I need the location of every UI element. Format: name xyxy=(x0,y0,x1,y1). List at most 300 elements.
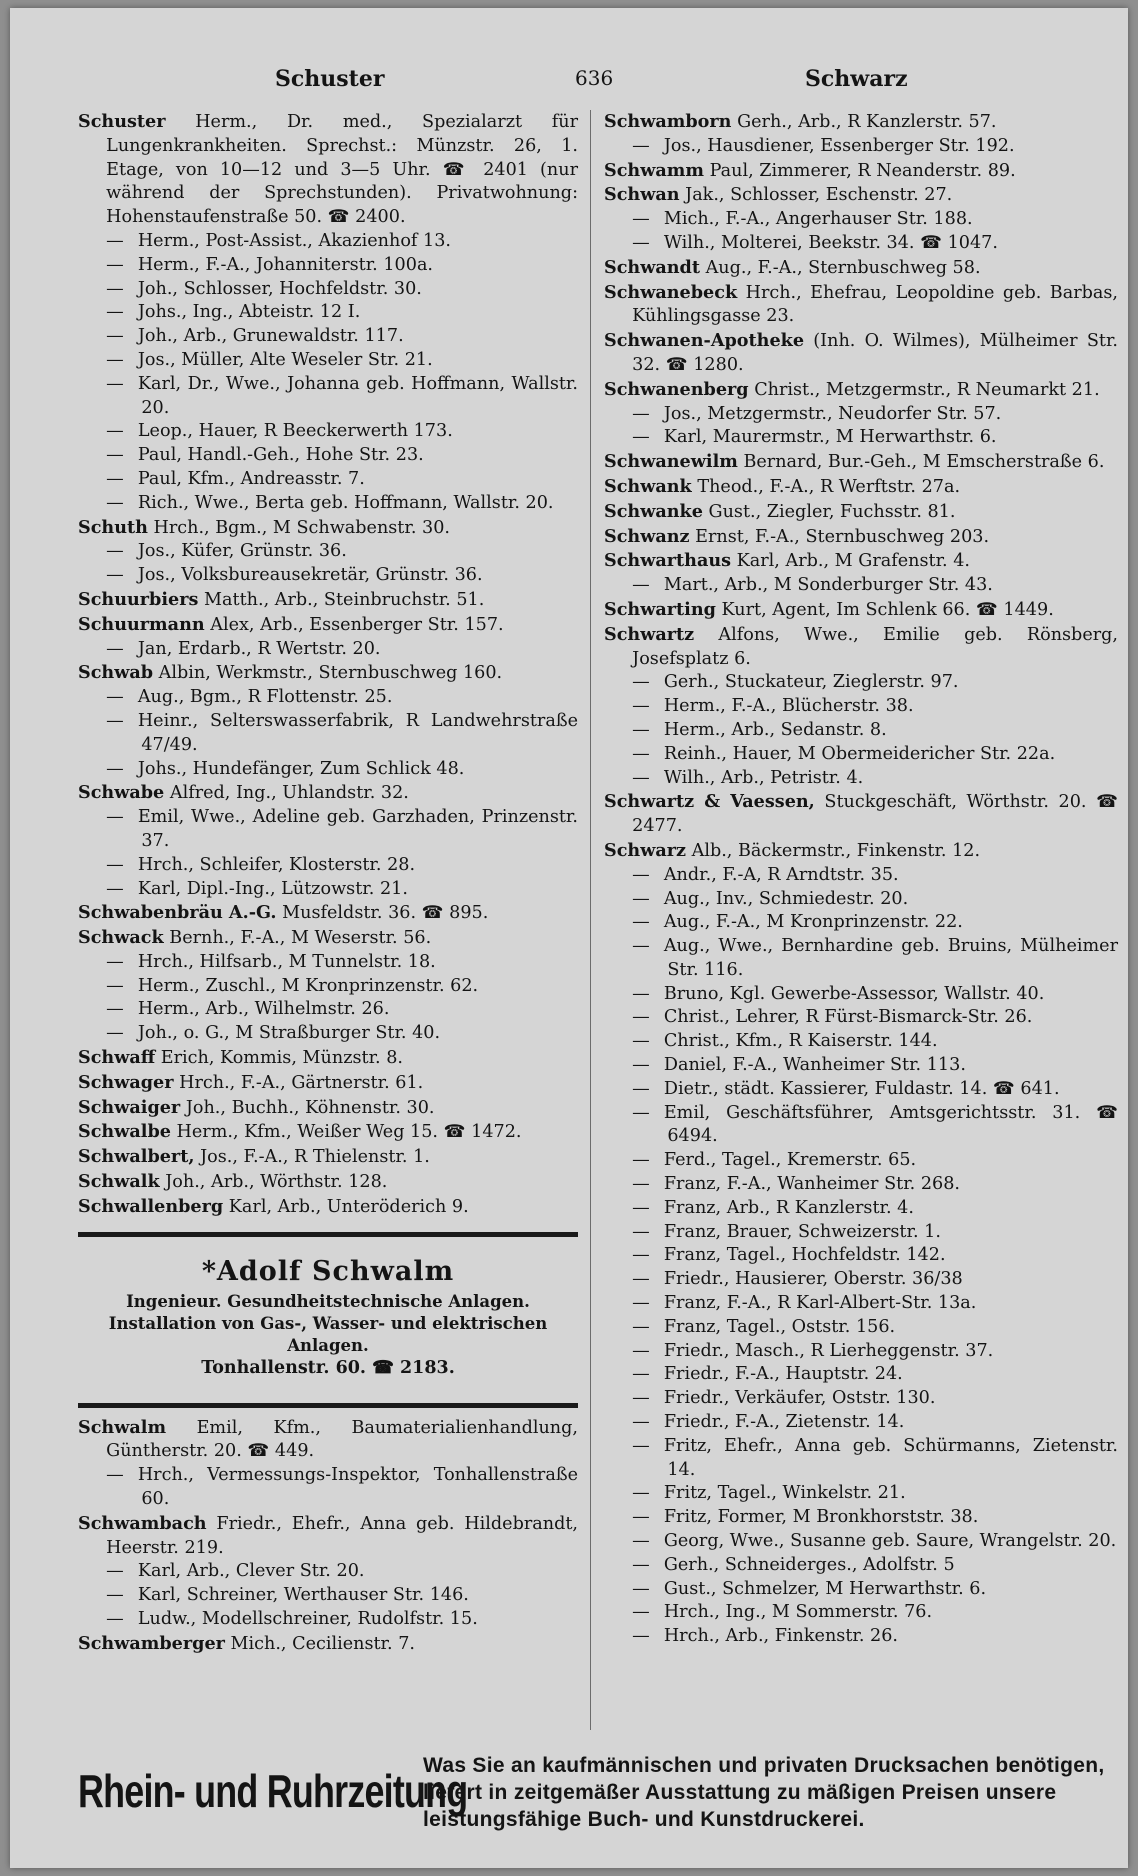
continuation-dash: — xyxy=(106,230,124,251)
entry-details: Fritz, Former, M Bronkhorststr. 38. xyxy=(663,1507,979,1528)
directory-entry xyxy=(604,1482,1118,1506)
directory-entry xyxy=(78,349,578,373)
column-divider xyxy=(590,110,591,1730)
directory-entry xyxy=(604,1244,1118,1268)
directory-entry xyxy=(604,1411,1118,1435)
entry-surname: Schwabenbräu A.-G. xyxy=(78,902,277,924)
entry-surname: Schwanebeck xyxy=(604,281,738,303)
continuation-dash: — xyxy=(106,687,124,708)
directory-entry xyxy=(78,1195,578,1220)
header-left-keyword: Schuster xyxy=(275,66,385,92)
entry-details: Friedr., F.-A., Hauptstr. 24. xyxy=(663,1364,903,1385)
directory-entry xyxy=(604,574,1118,598)
entry-details: Herm., F.-A., Johanniterstr. 100a. xyxy=(137,254,434,275)
directory-entry xyxy=(604,790,1118,839)
entry-details: Matth., Arb., Steinbruchstr. 51. xyxy=(204,589,485,610)
entry-surname: Schwamm xyxy=(604,159,704,181)
entry-details: (Inh. O. Wilmes), Mülheimer Str. 32. ☎ 1280. xyxy=(632,331,1119,375)
directory-entry xyxy=(604,232,1118,256)
entry-details: Bruno, Kgl. Gewerbe-Assessor, Wallstr. 40. xyxy=(663,983,1045,1004)
directory-entry xyxy=(604,767,1118,791)
continuation-dash: — xyxy=(106,492,124,513)
directory-entry xyxy=(604,695,1118,719)
entry-details: Jos., Hausdiener, Essenberger Str. 192. xyxy=(663,135,1015,156)
entry-surname: Schuurmann xyxy=(78,613,205,635)
continuation-dash: — xyxy=(632,1245,650,1266)
continuation-dash: — xyxy=(106,541,124,562)
entry-details: Herm., F.-A., Blücherstr. 38. xyxy=(663,696,914,717)
continuation-dash: — xyxy=(632,1507,650,1528)
continuation-dash: — xyxy=(106,975,124,996)
directory-entry xyxy=(604,1435,1118,1483)
directory-entry xyxy=(78,492,578,516)
directory-entry xyxy=(78,588,578,613)
entry-details: Fritz, Ehefr., Anna geb. Schürmanns, Zietenstr. 14. xyxy=(663,1435,1118,1480)
entry-surname: Schwanen-Apotheke xyxy=(604,330,805,352)
entry-details: Hrch., Hilfsarb., M Tunnelstr. 18. xyxy=(137,951,436,972)
directory-entry xyxy=(604,888,1118,912)
entry-details: Gerh., Schneiderges., Adolfstr. 5 xyxy=(663,1554,955,1575)
continuation-dash: — xyxy=(632,1602,650,1623)
entry-details: Emil, Wwe., Adeline geb. Garzhaden, Prinzenstr. 37. xyxy=(137,807,578,851)
continuation-dash: — xyxy=(632,1626,650,1647)
entry-details: Ludw., Modellschreiner, Rudolfstr. 15. xyxy=(137,1609,478,1630)
entry-details: Aug., Inv., Schmiedestr. 20. xyxy=(663,888,909,909)
continuation-dash: — xyxy=(632,135,650,156)
entry-details: Franz, Tagel., Hochfeldstr. 142. xyxy=(663,1245,946,1266)
entry-details: Herm., Arb., Wilhelmstr. 26. xyxy=(137,999,390,1020)
continuation-dash: — xyxy=(632,1293,650,1314)
directory-entry xyxy=(604,1221,1118,1245)
directory-entry xyxy=(78,951,578,975)
entry-surname: Schwack xyxy=(78,927,164,949)
continuation-dash: — xyxy=(632,672,650,693)
directory-entry xyxy=(78,1608,578,1632)
directory-entry xyxy=(604,1102,1118,1150)
directory-entry xyxy=(78,1584,578,1608)
continuation-dash: — xyxy=(632,983,650,1004)
directory-entry xyxy=(78,1022,578,1046)
continuation-dash: — xyxy=(632,1055,650,1076)
entry-details: Mich., Cecilienstr. 7. xyxy=(230,1633,416,1654)
entry-details: Andr., F.-A, R Arndtstr. 35. xyxy=(663,864,899,885)
continuation-dash: — xyxy=(632,1078,650,1099)
entry-surname: Schwarting xyxy=(604,598,716,620)
entry-details: Hrch., Ing., M Sommerstr. 76. xyxy=(663,1602,933,1623)
entry-surname: Schwanke xyxy=(604,500,703,522)
entry-surname: Schwallenberg xyxy=(78,1195,224,1217)
directory-entry xyxy=(604,110,1118,135)
directory-entry xyxy=(78,1512,578,1561)
entry-details: Jos., Küfer, Grünstr. 36. xyxy=(137,541,347,562)
entry-details: Joh., o. G., M Straßburger Str. 40. xyxy=(137,1023,441,1044)
continuation-dash: — xyxy=(632,1483,650,1504)
entry-details: Leop., Hauer, R Beeckerwerth 173. xyxy=(137,421,453,442)
directory-entry xyxy=(604,1340,1118,1364)
directory-entry xyxy=(604,1387,1118,1411)
printing-slogan: Was Sie an kaufmännischen und privaten Drucksachen benötigen, liefert in zeitgemäßer Ausstattung zu mäßigen Preisen unsere leistungsfähige Buch- und Kunstdruckerei. xyxy=(423,1754,1105,1831)
entry-surname: Schwab xyxy=(78,662,154,684)
entry-details: Friedr., Masch., R Lierheggenstr. 37. xyxy=(663,1340,994,1361)
entry-surname: Schwartz & Vaessen, xyxy=(604,791,815,813)
entry-details: Aug., Bgm., R Flottenstr. 25. xyxy=(137,687,393,708)
continuation-dash: — xyxy=(106,421,124,442)
page-number: 636 xyxy=(575,66,614,90)
entry-surname: Schwalk xyxy=(78,1171,160,1193)
entry-details: Mart., Arb., M Sonderburger Str. 43. xyxy=(663,575,993,596)
continuation-dash: — xyxy=(106,1609,124,1630)
directory-entry xyxy=(604,1149,1118,1173)
entry-details: Rich., Wwe., Berta geb. Hoffmann, Wallstr. 20. xyxy=(137,492,554,513)
continuation-dash: — xyxy=(632,1364,650,1385)
entry-details: Johs., Ing., Abteistr. 12 I. xyxy=(137,302,361,323)
directory-entry xyxy=(78,1046,578,1071)
entry-details: Karl, Dipl.-Ing., Lützowstr. 21. xyxy=(137,878,408,899)
entry-details: Wilh., Arb., Petristr. 4. xyxy=(663,767,864,788)
ad-address: Tonhallenstr. 60. ☎ 2183. xyxy=(201,1357,455,1378)
entry-details: Franz, Arb., R Kanzlerstr. 4. xyxy=(663,1197,914,1218)
entry-details: Aug., Wwe., Bernhardine geb. Bruins, Mülheimer Str. 116. xyxy=(663,936,1118,980)
entry-surname: Schwarz xyxy=(604,839,687,861)
entry-details: Dietr., städt. Kassierer, Fuldastr. 14. ☎ 641. xyxy=(663,1078,1060,1099)
left-entries-before-ad xyxy=(78,110,578,1220)
directory-entry xyxy=(78,278,578,302)
entry-details: Karl, Dr., Wwe., Johanna geb. Hoffmann, Wallstr. 20. xyxy=(137,373,578,418)
entry-details: Christ., Metzgermstr., R Neumarkt 21. xyxy=(754,379,1100,400)
directory-entry xyxy=(78,638,578,662)
entry-details: Ernst, F.-A., Sternbuschweg 203. xyxy=(695,526,990,547)
continuation-dash: — xyxy=(632,1269,650,1290)
entry-details: Hrch., Bgm., M Schwabenstr. 30. xyxy=(153,517,451,538)
directory-entry xyxy=(604,935,1118,983)
directory-entry xyxy=(78,564,578,588)
entry-details: Alfred, Ing., Uhlandstr. 32. xyxy=(169,783,409,804)
footer-advertisement xyxy=(78,1748,1118,1848)
header-right-keyword: Schwarz xyxy=(805,66,908,92)
continuation-dash: — xyxy=(632,864,650,885)
continuation-dash: — xyxy=(106,1023,124,1044)
continuation-dash: — xyxy=(106,1561,124,1582)
entry-details: Alb., Bäckermstr., Finkenstr. 12. xyxy=(691,840,981,861)
directory-entry xyxy=(604,1530,1118,1554)
entry-details: Gust., Schmelzer, M Herwarthstr. 6. xyxy=(663,1578,987,1599)
entry-details: Emil, Kfm., Baumaterialienhandlung, Güntherstr. 20. ☎ 449. xyxy=(106,1417,578,1462)
entry-details: Paul, Handl.-Geh., Hohe Str. 23. xyxy=(137,445,424,466)
entry-details: Franz, Brauer, Schweizerstr. 1. xyxy=(663,1221,941,1242)
entry-details: Christ., Kfm., R Kaiserstr. 144. xyxy=(663,1031,938,1052)
directory-entry xyxy=(604,911,1118,935)
entry-surname: Schwabe xyxy=(78,782,165,804)
directory-entry xyxy=(604,549,1118,574)
entry-surname: Schwalbert, xyxy=(78,1146,195,1168)
directory-entry xyxy=(604,1006,1118,1030)
directory-entry xyxy=(78,110,578,230)
entry-surname: Schwager xyxy=(78,1071,174,1093)
continuation-dash: — xyxy=(106,326,124,347)
continuation-dash: — xyxy=(632,1102,650,1123)
entry-details: Christ., Lehrer, R Fürst-Bismarck-Str. 26. xyxy=(663,1007,1033,1028)
entry-details: Alfons, Wwe., Emilie geb. Rönsberg, Josefsplatz 6. xyxy=(632,624,1118,669)
entry-details: Herm., Arb., Sedanstr. 8. xyxy=(663,719,887,740)
entry-details: Hrch., Vermessungs-Inspektor, Tonhallenstraße 60. xyxy=(137,1465,578,1510)
entry-details: Karl, Arb., Unteröderich 9. xyxy=(228,1196,469,1217)
continuation-dash: — xyxy=(106,468,124,489)
left-column xyxy=(78,110,578,1657)
directory-entry xyxy=(78,661,578,686)
continuation-dash: — xyxy=(632,1150,650,1171)
directory-entry xyxy=(78,1170,578,1195)
directory-entry xyxy=(604,403,1118,427)
directory-entry xyxy=(604,208,1118,232)
directory-entry xyxy=(78,1071,578,1096)
entry-details: Gust., Ziegler, Fuchsstr. 81. xyxy=(708,501,956,522)
directory-entry xyxy=(604,281,1118,330)
directory-entry xyxy=(604,1173,1118,1197)
entry-details: Kurt, Agent, Im Schlenk 66. ☎ 1449. xyxy=(721,599,1054,620)
entry-details: Hrch., F.-A., Gärtnerstr. 61. xyxy=(179,1072,424,1093)
directory-entry xyxy=(78,420,578,444)
entry-details: Herm., Zuschl., M Kronprinzenstr. 62. xyxy=(137,975,479,996)
continuation-dash: — xyxy=(106,349,124,370)
continuation-dash: — xyxy=(106,278,124,299)
advertisement-schwalm xyxy=(78,1245,578,1391)
directory-entry xyxy=(604,1625,1118,1649)
entry-surname: Schuurbiers xyxy=(78,588,199,610)
directory-entry xyxy=(604,475,1118,500)
continuation-dash: — xyxy=(632,1412,650,1433)
entry-details: Reinh., Hauer, M Obermeidericher Str. 22a. xyxy=(663,743,1056,764)
directory-entry xyxy=(604,743,1118,767)
entry-surname: Schwanenberg xyxy=(604,378,749,400)
entry-surname: Schwalbe xyxy=(78,1121,171,1143)
directory-entry xyxy=(604,864,1118,888)
entry-details: Franz, F.-A., Wanheimer Str. 268. xyxy=(663,1174,961,1195)
continuation-dash: — xyxy=(632,232,650,253)
directory-entry xyxy=(604,329,1118,378)
directory-page xyxy=(10,8,1128,1868)
right-entries xyxy=(604,110,1118,1649)
entry-details: Joh., Schlosser, Hochfeldstr. 30. xyxy=(137,278,422,299)
directory-entry xyxy=(604,378,1118,403)
directory-entry xyxy=(604,1578,1118,1602)
continuation-dash: — xyxy=(106,758,124,779)
entry-details: Stuckgeschäft, Wörthstr. 20. ☎ 2477. xyxy=(632,792,1119,837)
continuation-dash: — xyxy=(632,1221,650,1242)
entry-details: Albin, Werkmstr., Sternbuschweg 160. xyxy=(158,663,503,684)
continuation-dash: — xyxy=(632,719,650,740)
entry-details: Paul, Zimmerer, R Neanderstr. 89. xyxy=(709,160,1016,181)
entry-details: Karl, Schreiner, Werthauser Str. 146. xyxy=(137,1585,469,1606)
entry-details: Alex, Arb., Essenberger Str. 157. xyxy=(210,614,504,635)
continuation-dash: — xyxy=(632,209,650,230)
directory-entry xyxy=(604,1197,1118,1221)
continuation-dash: — xyxy=(106,1465,124,1486)
continuation-dash: — xyxy=(106,999,124,1020)
directory-entry xyxy=(78,806,578,854)
directory-entry xyxy=(604,1292,1118,1316)
continuation-dash: — xyxy=(106,854,124,875)
entry-details: Joh., Buchh., Köhnenstr. 30. xyxy=(185,1097,435,1118)
continuation-dash: — xyxy=(106,254,124,275)
entry-surname: Schwanewilm xyxy=(604,451,738,473)
directory-entry xyxy=(604,671,1118,695)
entry-details: Mich., F.-A., Angerhauser Str. 188. xyxy=(663,209,973,230)
entry-details: Aug., F.-A., Sternbuschweg 58. xyxy=(705,257,981,278)
continuation-dash: — xyxy=(632,1031,650,1052)
directory-entry xyxy=(604,719,1118,743)
entry-details: Karl, Arb., M Grafenstr. 4. xyxy=(736,551,971,572)
continuation-dash: — xyxy=(632,1007,650,1028)
continuation-dash: — xyxy=(632,1340,650,1361)
entry-details: Emil, Geschäftsführer, Amtsgerichtsstr. 31. ☎ 6494. xyxy=(663,1102,1118,1147)
entry-details: Theod., F.-A., R Werftstr. 27a. xyxy=(697,476,961,497)
directory-entry xyxy=(78,926,578,951)
directory-entry xyxy=(604,525,1118,550)
directory-entry xyxy=(604,1363,1118,1387)
entry-details: Herm., Post-Assist., Akazienhof 13. xyxy=(137,230,452,251)
entry-details: Hrch., Arb., Finkenstr. 26. xyxy=(663,1626,899,1647)
directory-entry xyxy=(78,301,578,325)
entry-details: Franz, F.-A., R Karl-Albert-Str. 13a. xyxy=(663,1293,977,1314)
right-column xyxy=(604,110,1118,1649)
entry-details: Jan, Erdarb., R Wertstr. 20. xyxy=(137,638,381,659)
entry-details: Friedr., Hausierer, Oberstr. 36/38 xyxy=(663,1269,963,1290)
entry-details: Heinr., Selterswasserfabrik, R Landwehrstraße 47/49. xyxy=(137,710,578,755)
directory-entry xyxy=(604,1601,1118,1625)
entry-details: Bernard, Bur.-Geh., M Emscherstraße 6. xyxy=(743,452,1105,473)
directory-entry xyxy=(604,1030,1118,1054)
entry-details: Ferd., Tagel., Kremerstr. 65. xyxy=(663,1150,917,1171)
directory-entry xyxy=(78,613,578,638)
continuation-dash: — xyxy=(106,373,124,394)
directory-entry xyxy=(78,540,578,564)
directory-entry xyxy=(604,1316,1118,1340)
continuation-dash: — xyxy=(632,1435,650,1456)
directory-entry xyxy=(78,468,578,492)
entry-surname: Schwalm xyxy=(78,1416,167,1438)
directory-entry xyxy=(78,1416,578,1465)
entry-surname: Schuth xyxy=(78,516,148,538)
directory-entry xyxy=(78,444,578,468)
entry-surname: Schwamberger xyxy=(78,1632,225,1654)
entry-surname: Schwambach xyxy=(78,1512,207,1534)
continuation-dash: — xyxy=(106,302,124,323)
ad-top-rule xyxy=(78,1232,578,1237)
entry-details: Herm., Dr. med., Spezialarzt für Lungenkrankheiten. Sprechst.: Münzstr. 26, 1. Etage, von 10—12 und 3—5 Uhr. ☎ 2401 (nur während der Sprechstunden). Privatwohnung: Hohenstaufenstraße 50. ☎ 2400. xyxy=(106,112,578,228)
entry-details: Musfeldstr. 36. ☎ 895. xyxy=(282,903,489,924)
entry-details: Fritz, Tagel., Winkelstr. 21. xyxy=(663,1483,906,1504)
directory-entry xyxy=(604,1268,1118,1292)
newspaper-brand: Rhein- und Ruhrzeitung xyxy=(78,1765,468,1817)
directory-entry xyxy=(604,983,1118,1007)
entry-details: Friedr., Verkäufer, Oststr. 130. xyxy=(663,1388,936,1409)
entry-surname: Schwartz xyxy=(604,623,695,645)
directory-entry xyxy=(604,1054,1118,1078)
entry-details: Gerh., Arb., R Kanzlerstr. 57. xyxy=(737,112,997,132)
directory-entry xyxy=(604,450,1118,475)
entry-details: Hrch., Ehefrau, Leopoldine geb. Barbas, Kühlingsgasse 23. xyxy=(632,282,1119,327)
entry-surname: Schwanz xyxy=(604,525,690,547)
entry-details: Franz, Tagel., Oststr. 156. xyxy=(663,1316,896,1337)
entry-surname: Schwarthaus xyxy=(604,550,732,572)
continuation-dash: — xyxy=(632,767,650,788)
entry-details: Johs., Hundefänger, Zum Schlick 48. xyxy=(137,758,465,779)
entry-details: Jak., Schlosser, Eschenstr. 27. xyxy=(685,185,953,206)
continuation-dash: — xyxy=(632,403,650,424)
entry-surname: Schwaiger xyxy=(78,1096,181,1118)
directory-entry xyxy=(78,854,578,878)
continuation-dash: — xyxy=(632,1388,650,1409)
continuation-dash: — xyxy=(632,888,650,909)
directory-entry xyxy=(604,426,1118,450)
directory-entry xyxy=(78,1145,578,1170)
directory-entry xyxy=(604,623,1118,672)
directory-entry xyxy=(604,135,1118,159)
directory-entry xyxy=(604,159,1118,184)
directory-entry xyxy=(604,183,1118,208)
directory-entry xyxy=(78,254,578,278)
directory-entry xyxy=(78,1464,578,1512)
continuation-dash: — xyxy=(632,912,650,933)
entry-surname: Schwaff xyxy=(78,1047,156,1069)
entry-details: Friedr., Ehefr., Anna geb. Hildebrandt, Heerstr. 219. xyxy=(106,1513,579,1558)
directory-entry xyxy=(604,256,1118,281)
entry-details: Joh., Arb., Wörthstr. 128. xyxy=(165,1172,388,1193)
entry-details: Jos., Müller, Alte Weseler Str. 21. xyxy=(137,349,433,370)
continuation-dash: — xyxy=(632,696,650,717)
continuation-dash: — xyxy=(632,743,650,764)
ad-title: *Adolf Schwalm xyxy=(201,1255,455,1287)
entry-details: Joh., Arb., Grunewaldstr. 117. xyxy=(137,326,404,347)
entry-surname: Schwank xyxy=(604,475,692,497)
directory-entry xyxy=(78,1120,578,1145)
directory-entry xyxy=(78,686,578,710)
directory-entry xyxy=(78,758,578,782)
continuation-dash: — xyxy=(106,807,124,828)
entry-surname: Schwamborn xyxy=(604,111,732,132)
continuation-dash: — xyxy=(632,1531,650,1552)
directory-entry xyxy=(78,325,578,349)
directory-entry xyxy=(604,1078,1118,1102)
directory-entry xyxy=(604,839,1118,864)
continuation-dash: — xyxy=(632,1174,650,1195)
directory-entry xyxy=(604,1554,1118,1578)
entry-details: Gerh., Stuckateur, Zieglerstr. 97. xyxy=(663,672,959,693)
entry-surname: Schuster xyxy=(78,111,166,132)
continuation-dash: — xyxy=(106,445,124,466)
continuation-dash: — xyxy=(632,1197,650,1218)
directory-entry xyxy=(78,1632,578,1657)
directory-entry xyxy=(78,781,578,806)
entry-details: Karl, Maurermstr., M Herwarthstr. 6. xyxy=(663,427,997,448)
entry-details: Herm., Kfm., Weißer Weg 15. ☎ 1472. xyxy=(176,1122,522,1143)
directory-entry xyxy=(78,998,578,1022)
entry-details: Karl, Arb., Clever Str. 20. xyxy=(137,1561,365,1582)
continuation-dash: — xyxy=(106,1585,124,1606)
continuation-dash: — xyxy=(106,878,124,899)
continuation-dash: — xyxy=(632,575,650,596)
directory-entry xyxy=(78,1096,578,1121)
directory-entry xyxy=(604,598,1118,623)
directory-entry xyxy=(604,1506,1118,1530)
directory-entry xyxy=(78,901,578,926)
continuation-dash: — xyxy=(632,1578,650,1599)
directory-entry xyxy=(78,710,578,758)
directory-entry xyxy=(78,878,578,902)
entry-details: Friedr., F.-A., Zietenstr. 14. xyxy=(663,1412,905,1433)
entry-details: Daniel, F.-A., Wanheimer Str. 113. xyxy=(663,1055,966,1076)
ad-line-2: Installation von Gas-, Wasser- und elektrischen Anlagen. xyxy=(108,1313,548,1355)
